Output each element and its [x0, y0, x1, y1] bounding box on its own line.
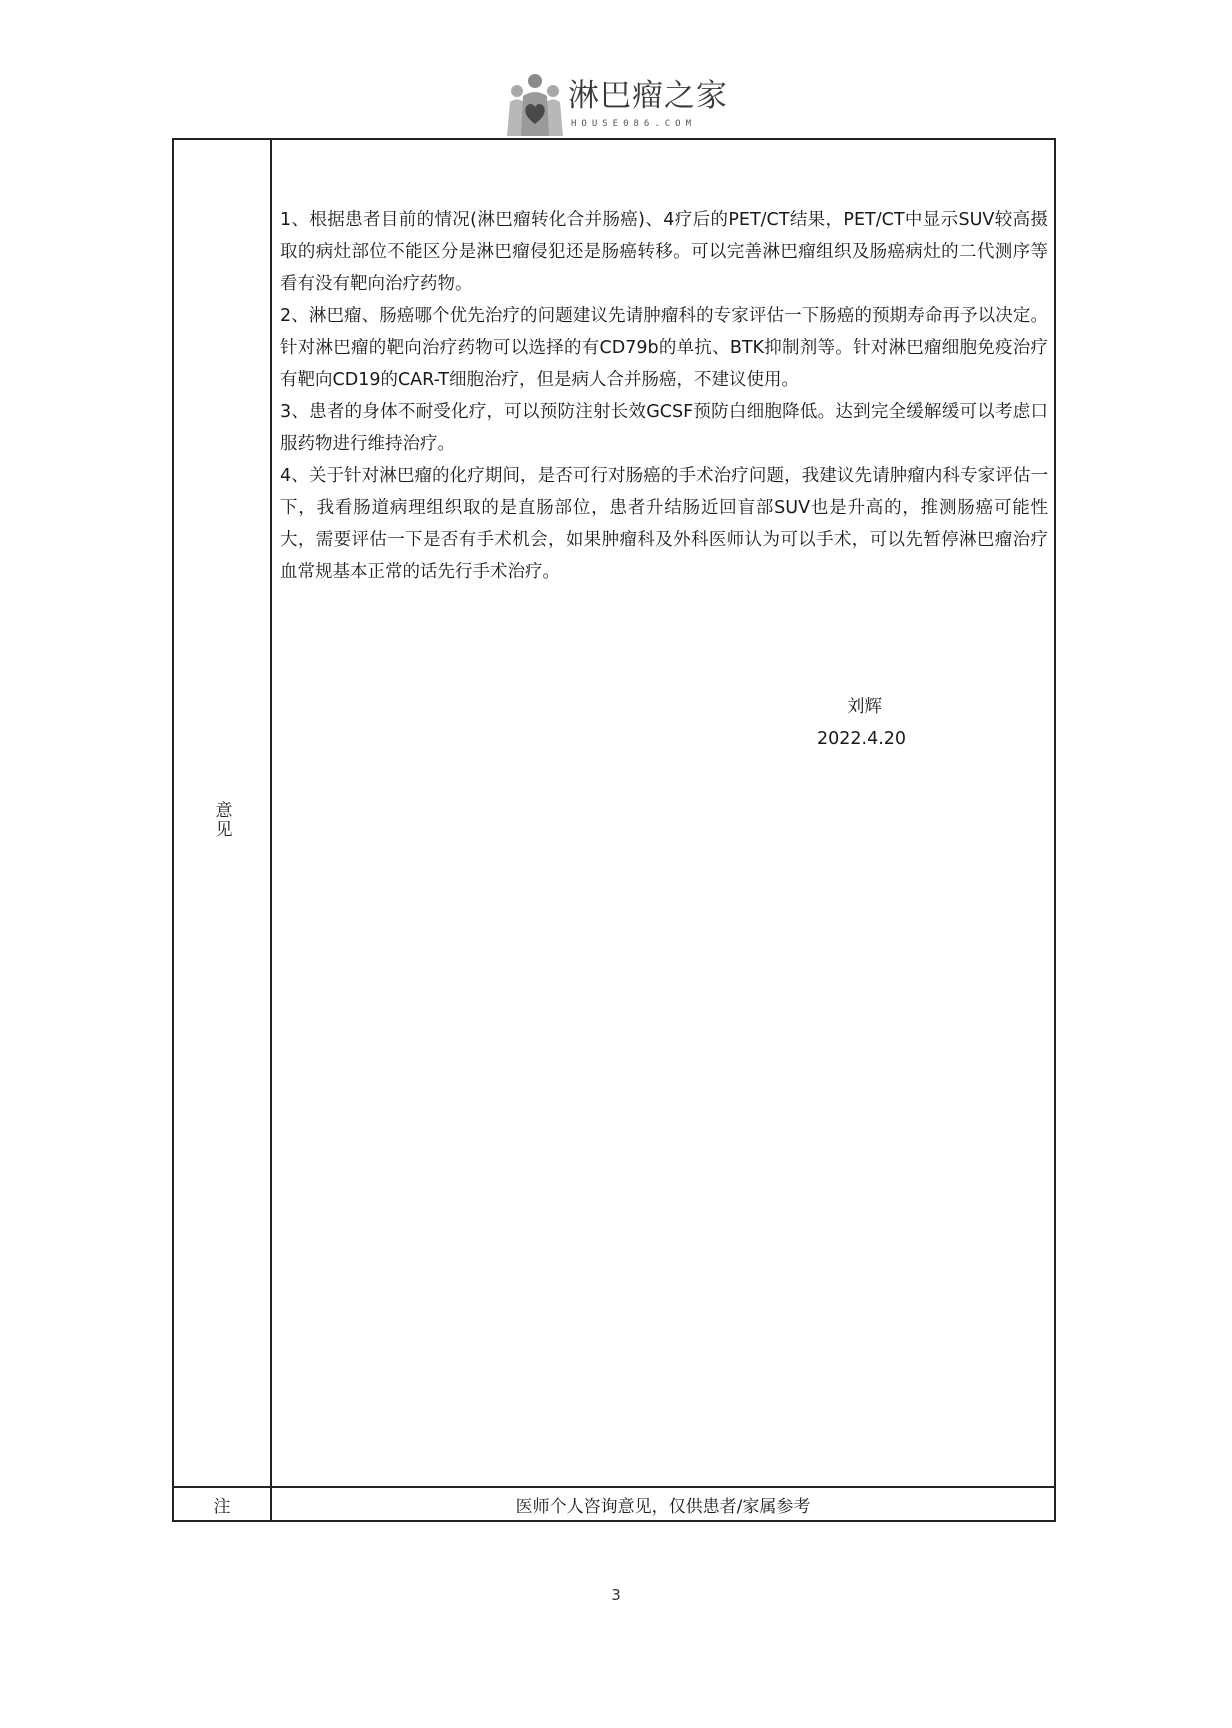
opinion-paragraph-1: 1、根据患者目前的情况(淋巴瘤转化合并肠癌)、4疗后的PET/CT结果，PET/CT中显示SUV较高摄取的病灶部位不能区分是淋巴瘤侵犯还是肠癌转移。可以完善淋巴瘤组织及肠癌病灶的二代测序等看有没有靶向治疗药物。	[280, 210, 1048, 294]
opinion-content	[280, 204, 1048, 588]
column-divider	[270, 140, 272, 1520]
doctor-name: 刘辉	[847, 697, 882, 717]
page-number: 3	[611, 1586, 621, 1604]
logo-title: 淋巴瘤之家	[568, 78, 728, 114]
opinion-label: 意见	[211, 801, 232, 839]
opinion-paragraph-3: 3、患者的身体不耐受化疗，可以预防注射长效GCSF预防白细胞降低。达到完全缓解缓可以考虑口服药物进行维持治疗。	[280, 402, 1048, 454]
opinion-form-table	[172, 138, 1056, 1522]
note-label: 注	[213, 1496, 231, 1517]
logo-subtitle: HOUSE086.COM	[571, 119, 697, 129]
opinion-paragraph-4: 4、关于针对淋巴瘤的化疗期间，是否可行对肠癌的手术治疗问题，我建议先请肿瘤内科专家评估一下，我看肠道病理组织取的是直肠部位，患者升结肠近回盲部SUV也是升高的，推测肠癌可能性大，需要评估一下是否有手术机会，如果肿瘤科及外科医师认为可以手术，可以先暂停淋巴瘤治疗血常规基本正常的话先行手术治疗。	[280, 466, 1048, 582]
opinion-paragraph-2: 2、淋巴瘤、肠癌哪个优先治疗的问题建议先请肿瘤科的专家评估一下肠癌的预期寿命再予以决定。针对淋巴瘤的靶向治疗药物可以选择的有CD79b的单抗、BTK抑制剂等。针对淋巴瘤细胞免疫治疗有靶向CD19的CAR-T细胞治疗，但是病人合并肠癌，不建议使用。	[280, 306, 1048, 390]
note-text: 医师个人咨询意见，仅供患者/家属参考	[515, 1496, 811, 1517]
site-logo	[504, 72, 734, 138]
signature-date: 2022.4.20	[817, 729, 907, 749]
family-heart-logo-icon	[504, 72, 566, 138]
